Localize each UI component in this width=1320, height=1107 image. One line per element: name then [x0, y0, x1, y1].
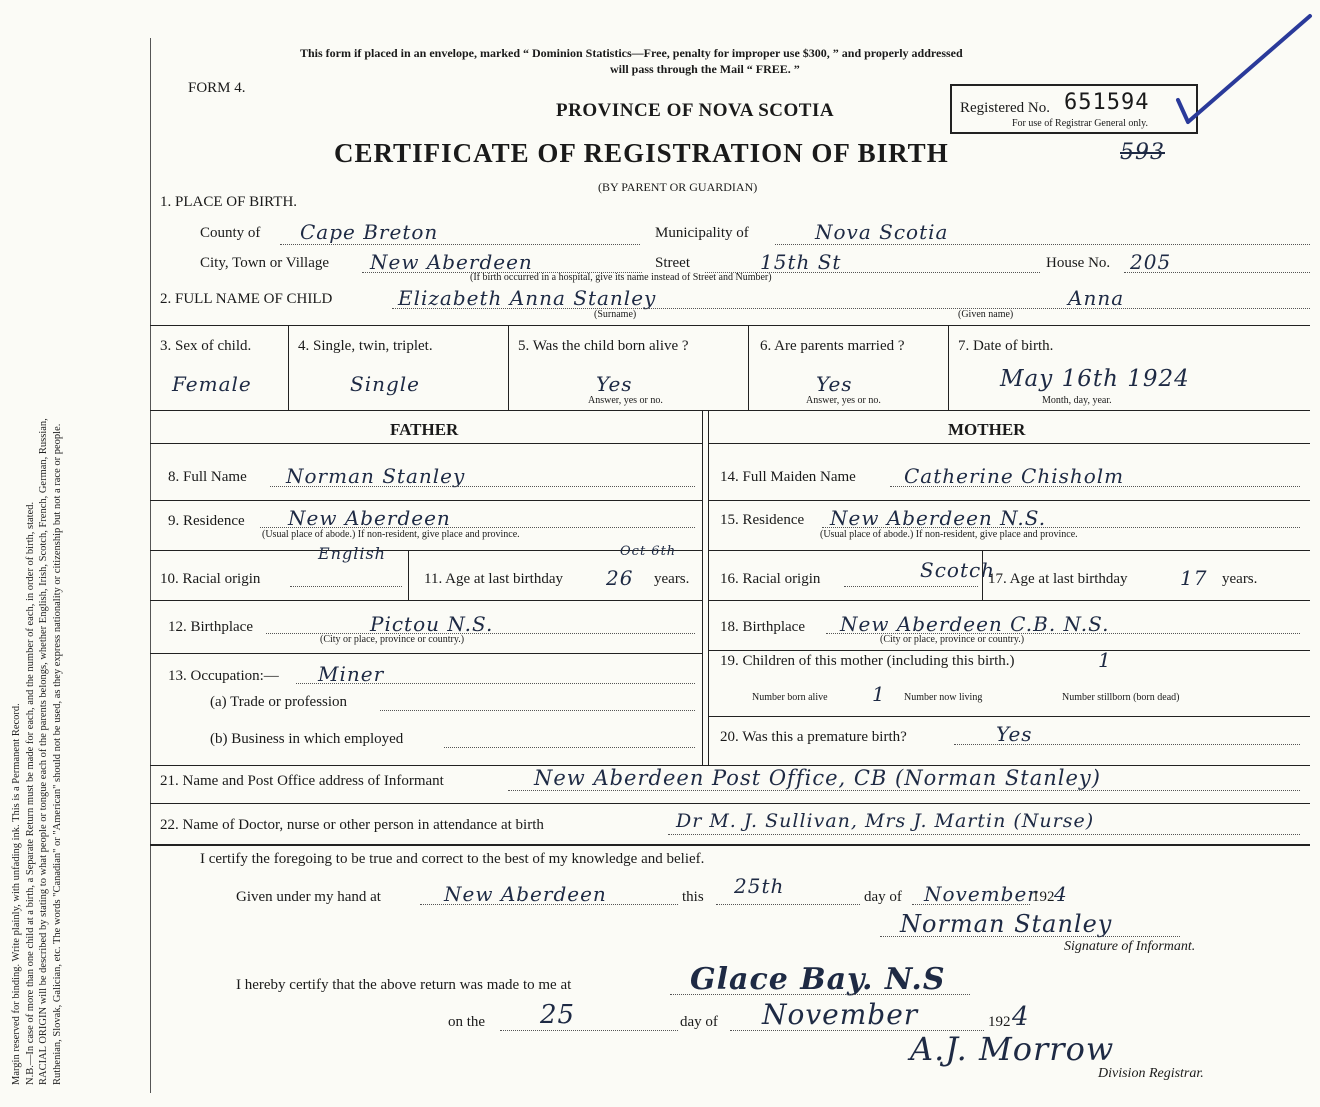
father-age-label: 11. Age at last birthday: [424, 571, 563, 587]
mother-city-note: (City or place, province or country.): [880, 634, 1025, 645]
sex-label: 3. Sex of child.: [160, 338, 252, 354]
married-label: 6. Are parents married ?: [760, 338, 905, 354]
father-years-label: years.: [654, 571, 690, 587]
county-value: Cape Breton: [300, 220, 439, 244]
margin-rule: [150, 38, 151, 1093]
informant-signature-label: Signature of Informant.: [1064, 939, 1196, 954]
given-name-note: (Given name): [958, 309, 1014, 320]
born-alive-value: 1: [872, 682, 886, 706]
city-label: City, Town or Village: [200, 255, 330, 271]
children-total-value: 1: [1098, 648, 1112, 672]
father-abode-note: (Usual place of abode.) If non-resident, give place and province.: [262, 529, 520, 540]
child-name-label: 2. FULL NAME OF CHILD: [160, 291, 333, 307]
mother-residence-value: New Aberdeen N.S.: [830, 506, 1047, 530]
father-residence-label: 9. Residence: [168, 513, 245, 529]
informant-value: New Aberdeen Post Office, CB (Norman Stanley): [534, 766, 1101, 790]
plurality-value: Single: [350, 372, 421, 396]
margin-line-1: Margin reserved for binding. Write plainly, with unfading ink. This is a Permanent Record.: [11, 703, 22, 1085]
mother-name-label: 14. Full Maiden Name: [720, 469, 856, 485]
certify-dayof-label: day of: [864, 889, 902, 905]
alive-value: Yes: [596, 372, 633, 396]
alive-label: 5. Was the child born alive ?: [518, 338, 689, 354]
occupation-value: Miner: [318, 662, 385, 686]
county-label: County of: [200, 225, 261, 241]
born-alive-label: Number born alive: [752, 692, 828, 703]
doctor-label: 22. Name of Doctor, nurse or other person in attendance at birth: [160, 817, 544, 833]
stillborn-label: Number stillborn (born dead): [1062, 692, 1180, 703]
registered-label: Registered No.: [960, 100, 1050, 116]
father-name-label: 8. Full Name: [168, 469, 247, 485]
alive-note: Answer, yes or no.: [588, 395, 663, 406]
premature-value: Yes: [996, 722, 1033, 746]
premature-label: 20. Was this a premature birth?: [720, 729, 907, 745]
mother-heading: MOTHER: [948, 420, 1026, 439]
surname-note: (Surname): [594, 309, 637, 320]
father-city-note: (City or place, province or country.): [320, 634, 465, 645]
dob-note: Month, day, year.: [1042, 395, 1112, 406]
married-value: Yes: [816, 372, 853, 396]
registered-box: [950, 84, 1198, 134]
living-label: Number now living: [904, 692, 983, 703]
margin-line-4: Ruthenian, Slovak, Galician, etc. The words "Canadian" or "American" should not be used, as they express nationality or citizenship but not a race or people.: [51, 423, 63, 1085]
house-value: 205: [1130, 250, 1172, 274]
child-given-value: Anna: [1068, 286, 1125, 310]
dob-value: May 16th 1924: [1000, 366, 1190, 392]
margin-line-3: RACIAL ORIGIN will be described by stating to what people or tongue each of the parents belongs, whether English, Irish, Scotch, French, German, Russian,: [38, 418, 49, 1085]
certify-year-value: 4: [1054, 882, 1068, 906]
doctor-value: Dr M. J. Sullivan, Mrs J. Martin (Nurse): [676, 810, 1095, 832]
father-racial-label: 10. Racial origin: [160, 571, 261, 587]
mother-birthplace-value: New Aberdeen C.B. N.S.: [840, 612, 1110, 636]
registrar-note: For use of Registrar General only.: [1012, 118, 1148, 129]
given-place-value: New Aberdeen: [444, 882, 607, 906]
envelope-note-1: This form if placed in an envelope, marked “ Dominion Statistics—Free, penalty for improper use $300, ” and properly addressed: [300, 46, 963, 60]
sex-value: Female: [172, 372, 252, 396]
plurality-label: 4. Single, twin, triplet.: [298, 338, 433, 354]
father-residence-value: New Aberdeen: [288, 506, 451, 530]
informant-label: 21. Name and Post Office address of Informant: [160, 773, 444, 789]
registrar-day-value: 25: [540, 1000, 576, 1030]
father-age-note: Oct 6th: [620, 544, 677, 559]
mother-age-label: 17. Age at last birthday: [988, 571, 1128, 587]
registrar-signature-label: Division Registrar.: [1098, 1066, 1204, 1081]
margin-instructions: [10, 5, 64, 1085]
street-value: 15th St: [760, 250, 842, 274]
registrar-on-label: on the: [448, 1014, 486, 1030]
street-label: Street: [655, 255, 690, 271]
given-label: Given under my hand at: [236, 889, 381, 905]
child-name-value: Elizabeth Anna Stanley: [398, 286, 657, 310]
certify-month-value: November: [924, 882, 1038, 906]
certify-year-prefix: 192: [1032, 889, 1055, 905]
father-birthplace-value: Pictou N.S.: [370, 612, 494, 636]
mother-racial-value: Scotch: [920, 558, 996, 582]
mother-years-label: years.: [1222, 571, 1258, 587]
dob-label: 7. Date of birth.: [958, 338, 1054, 354]
margin-line-2: N.B.—In case of more than one child at a birth, a Separate Return must be made for each, and the number of each, in order of birth, stated.: [24, 501, 36, 1085]
city-value: New Aberdeen: [370, 250, 533, 274]
certify-statement: I certify the foregoing to be true and correct to the best of my knowledge and belief.: [200, 851, 705, 867]
place-heading: 1. PLACE OF BIRTH.: [160, 194, 298, 210]
children-label: 19. Children of this mother (including this birth.): [720, 653, 1015, 669]
title-annotation: 593: [1120, 140, 1165, 165]
hospital-note: (If birth occurred in a hospital, give its name instead of Street and Number): [470, 272, 772, 283]
certificate-title: CERTIFICATE OF REGISTRATION OF BIRTH: [334, 138, 949, 168]
father-birthplace-label: 12. Birthplace: [168, 619, 253, 635]
province-heading: PROVINCE OF NOVA SCOTIA: [556, 100, 835, 121]
registrar-statement: I hereby certify that the above return was made to me at: [236, 977, 572, 993]
registrar-signature: A.J. Morrow: [910, 1030, 1115, 1068]
father-age-value: 26: [606, 566, 634, 590]
registrar-dayof-label: day of: [680, 1014, 718, 1030]
mother-name-value: Catherine Chisholm: [904, 464, 1125, 488]
married-note: Answer, yes or no.: [806, 395, 881, 406]
certify-day-value: 25th: [734, 874, 785, 898]
municipality-label: Municipality of: [655, 225, 749, 241]
mother-racial-label: 16. Racial origin: [720, 571, 821, 587]
business-label: (b) Business in which employed: [210, 731, 404, 747]
mother-abode-note: (Usual place of abode.) If non-resident, give place and province.: [820, 529, 1078, 540]
registrar-month-value: November: [762, 998, 919, 1031]
municipality-value: Nova Scotia: [815, 220, 949, 244]
certificate-subtitle: (BY PARENT OR GUARDIAN): [598, 180, 758, 194]
mother-residence-label: 15. Residence: [720, 512, 805, 528]
house-label: House No.: [1046, 255, 1111, 271]
registrar-place-value: Glace Bay. N.S: [690, 962, 946, 997]
check-mark-icon: [1170, 10, 1320, 140]
informant-signature: Norman Stanley: [900, 910, 1113, 938]
occupation-label: 13. Occupation:—: [168, 668, 279, 684]
certify-this-label: this: [682, 889, 704, 905]
registrar-year-value: 4: [1012, 1002, 1030, 1032]
mother-age-value: 17: [1180, 566, 1208, 590]
trade-label: (a) Trade or profession: [210, 694, 348, 710]
father-heading: FATHER: [390, 420, 459, 439]
registered-number: 651594: [1064, 90, 1150, 115]
father-name-value: Norman Stanley: [286, 464, 466, 488]
mother-birthplace-label: 18. Birthplace: [720, 619, 805, 635]
envelope-note-2: will pass through the Mail “ FREE. ”: [610, 62, 800, 76]
registrar-year-prefix: 192: [988, 1014, 1011, 1030]
form-number: FORM 4.: [188, 80, 246, 96]
father-racial-value: English: [318, 544, 386, 563]
